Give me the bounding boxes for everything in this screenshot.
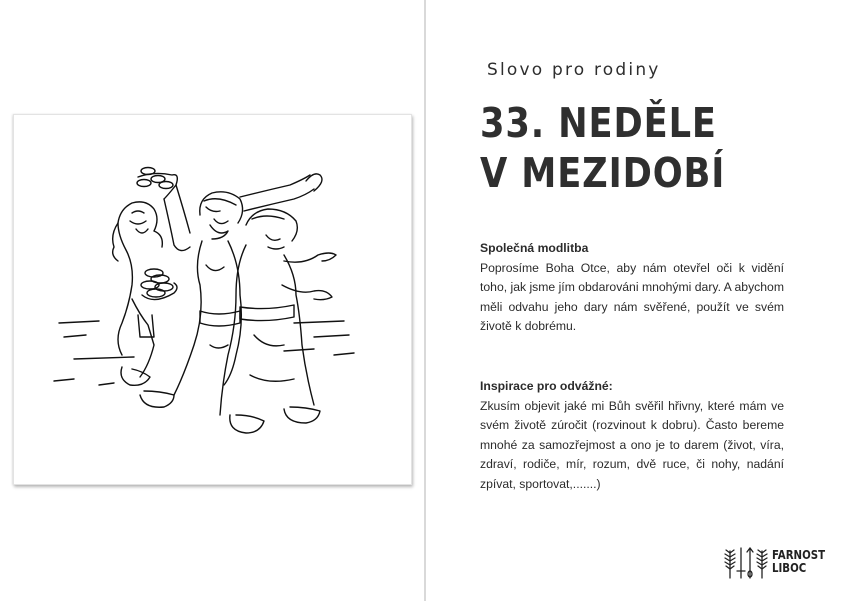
section-body: Poprosíme Boha Otce, aby nám otevřel oči k vidění toho, jak jsme jím obdarováni mnohými dary. A abychom měli odvahu jeho dary nám svěřené, použít ve svém životě k dobrému. [480, 260, 784, 334]
page-title [480, 98, 725, 198]
title-line-1: 33. NEDĚLE [480, 99, 717, 147]
section-heading: Inspirace pro odvážné: [480, 379, 613, 393]
title-line-2: V MEZIDOBÍ [480, 149, 726, 197]
illustration-line-art [14, 115, 411, 484]
parish-logo [722, 545, 834, 579]
section-inspiration [480, 377, 784, 495]
section-common-prayer [480, 239, 784, 337]
coloring-illustration [13, 114, 412, 485]
wheat-icon [725, 550, 735, 578]
wheat-icon [757, 550, 767, 578]
arrow-icon [747, 548, 753, 578]
logo-line-2: LIBOC [772, 561, 807, 575]
section-heading: Společná modlitba [480, 241, 589, 255]
logo-line-1: FARNOST [772, 548, 826, 562]
logo-mark [722, 545, 770, 579]
section-body: Zkusím objevit jaké mi Bůh svěřil hřivny, které mám ve svém životě zúročit (rozvinout k dobru). Často bereme mnohé za samozřejmost a ono je to darem (život, víra, zdraví, rodiče, mír, rozum, dvě ruce, či nohy, nadání zpívat, sportovat,.......) [480, 398, 784, 491]
sword-icon [737, 548, 745, 578]
subtitle: Slovo pro rodiny [487, 60, 661, 80]
logo-text [772, 549, 825, 575]
